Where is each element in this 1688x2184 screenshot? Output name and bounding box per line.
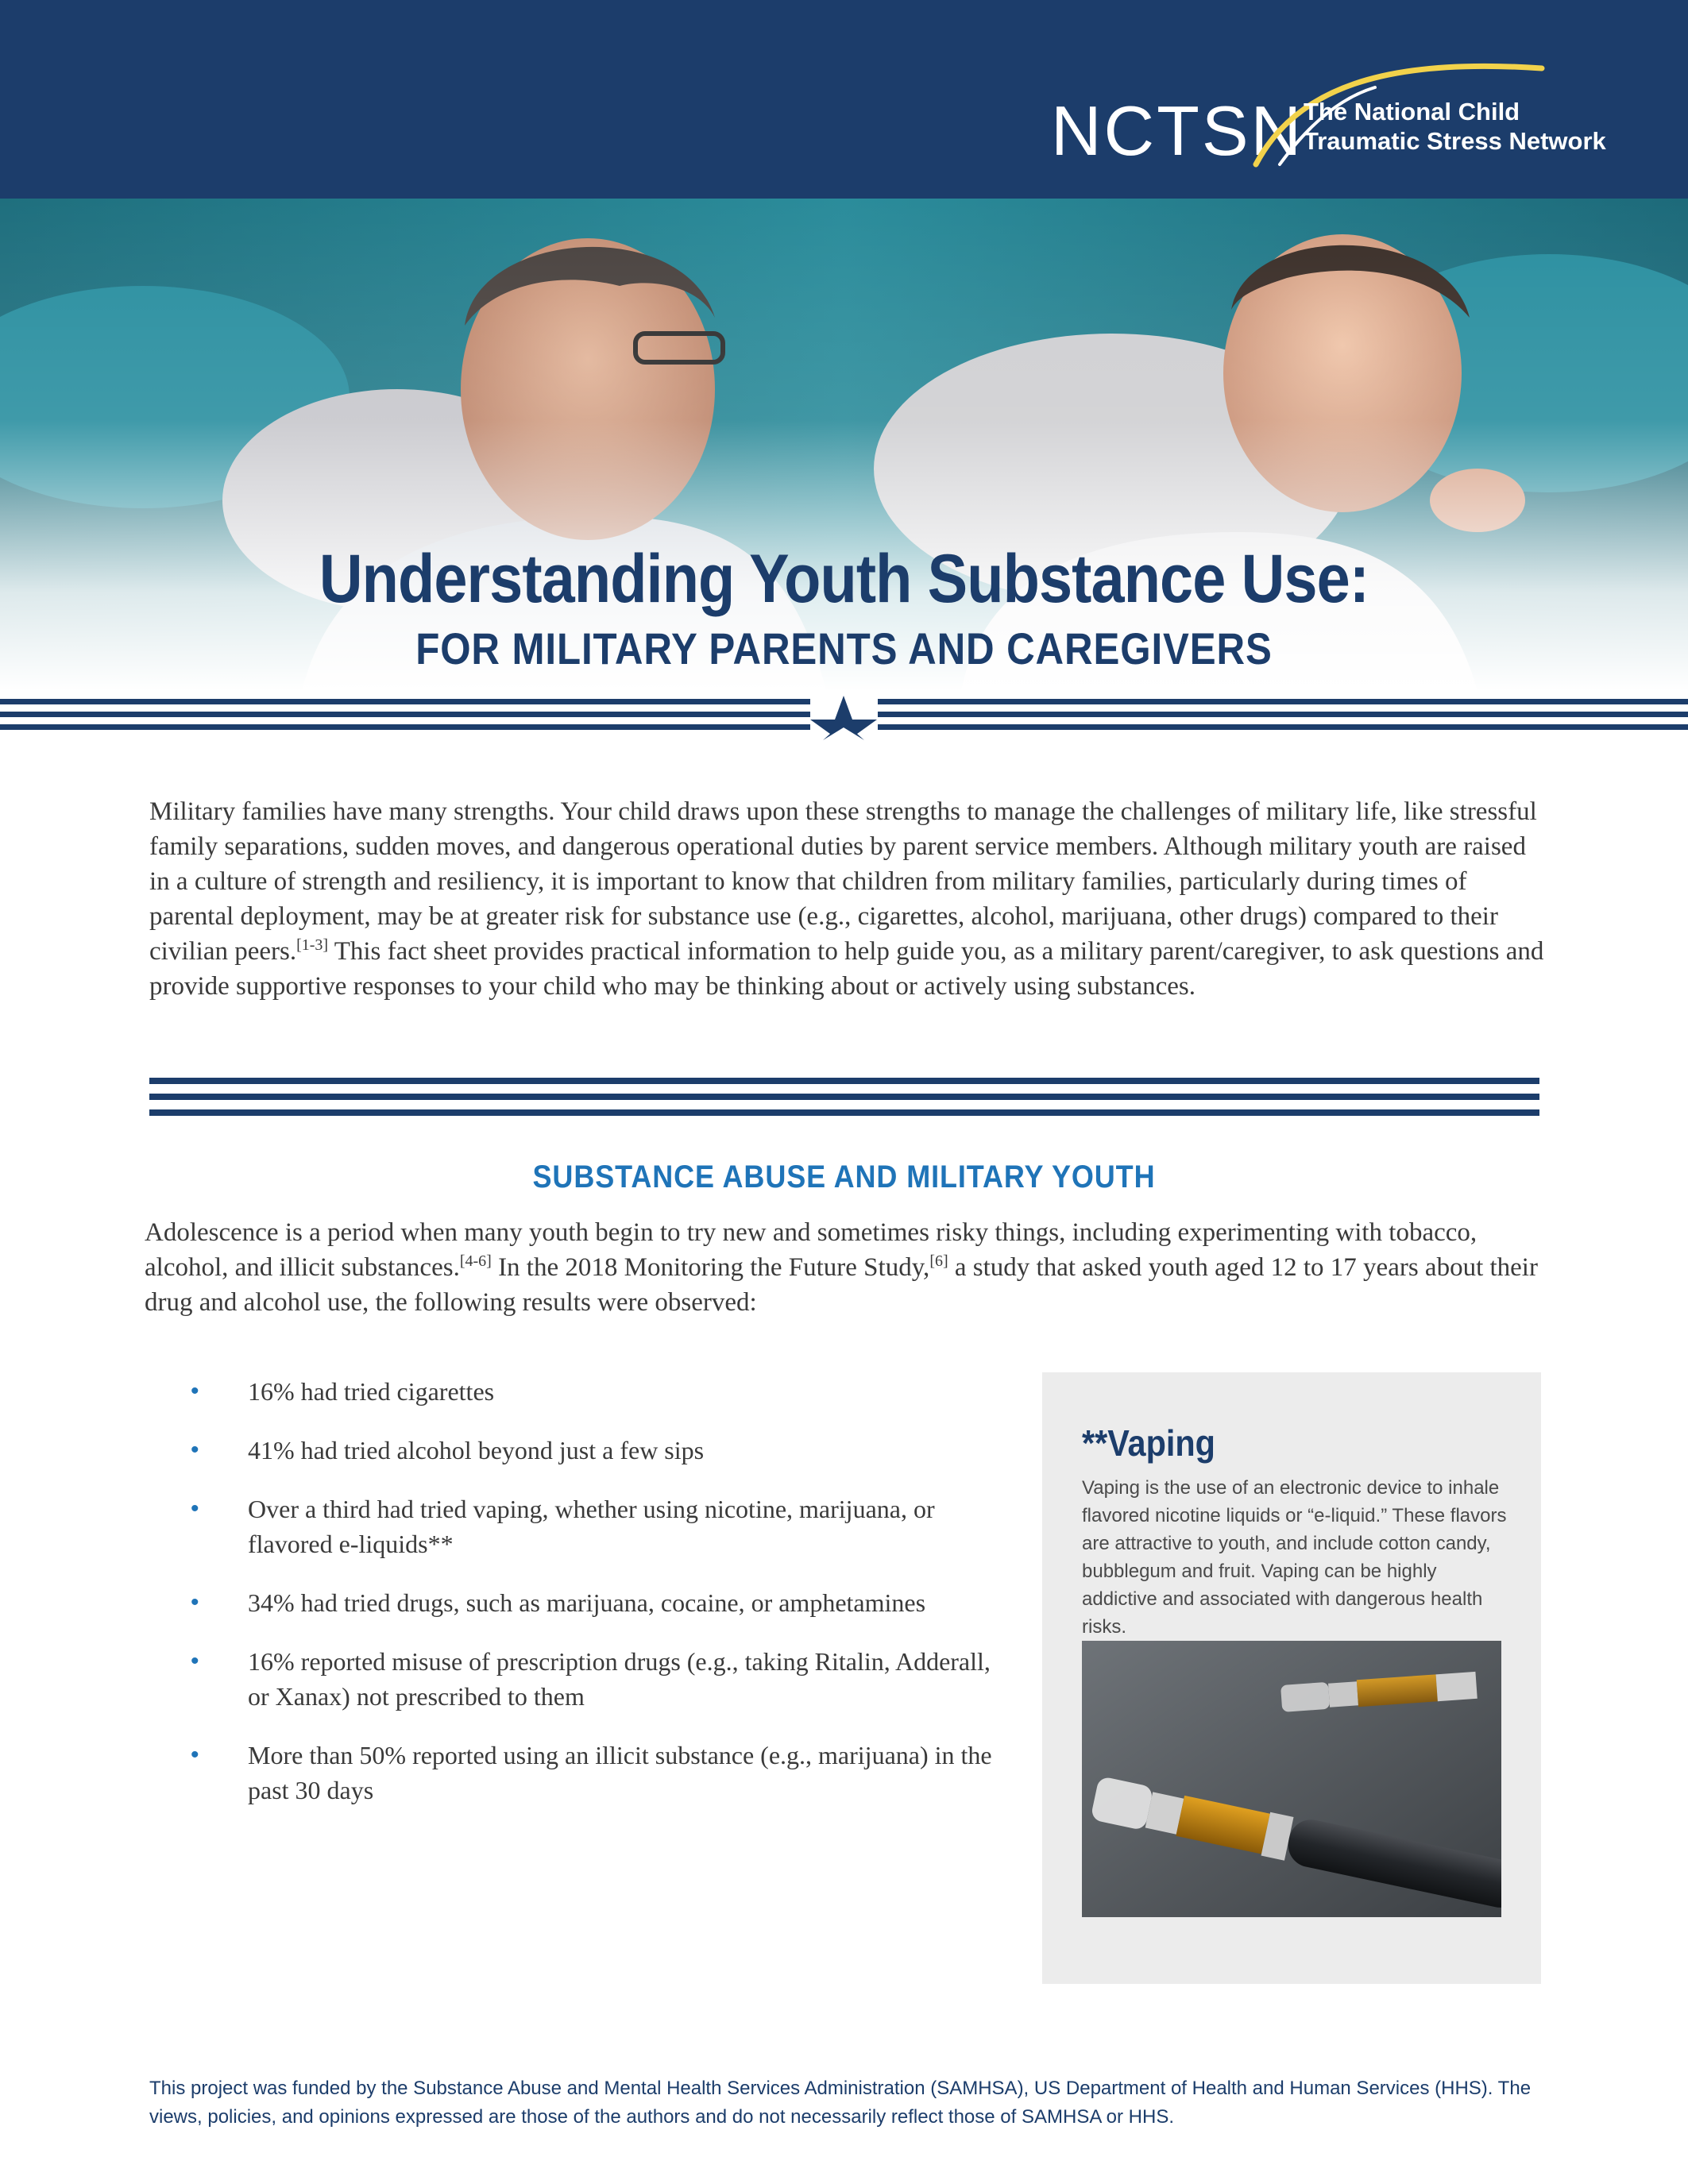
bullet-icon: •: [191, 1495, 199, 1522]
bullet-icon: •: [191, 1378, 199, 1404]
star-icon: [810, 696, 877, 740]
funding-disclaimer: This project was funded by the Substance Abuse and Mental Health Services Administration (SAMHSA), US Department of Health and Human Services (HHS). The views, policies, and opinions expressed are those of the authors and do not necessarily reflect those of SAMHSA or HHS.: [149, 2078, 1532, 2128]
header-bar: [0, 0, 1688, 199]
citation: [1-3]: [296, 936, 329, 954]
bullet-icon: •: [191, 1648, 199, 1674]
list-item: • More than 50% reported using an illicit substance (e.g., marijuana) in the past 30 days: [191, 1738, 1009, 1808]
vape-pen-photo: [1082, 1641, 1501, 1917]
intro-paragraph: Military families have many strengths. Your child draws upon these strengths to manage the challenges of military life, like stressful family separations, sudden moves, and dangerous operational duties by parent service members. Although military youth are raised in a culture of strength and resiliency, it is important to know that children from military families, particularly during times of parental deployment, may be at greater risk for substance use (e.g., cigarettes, alcohol, marijuana, other drugs) compared to their civilian peers.[1-3] This fact sheet provides practical information to help guide you, as a military parent/caregiver, to ask questions and provide supportive responses to your child who may be thinking about or actively using substances.: [149, 797, 1544, 1001]
list-item: • 34% had tried drugs, such as marijuana, cocaine, or amphetamines: [191, 1585, 1009, 1620]
page-title: Understanding Youth Substance Use:: [319, 541, 1369, 617]
page-subtitle: FOR MILITARY PARENTS AND CAREGIVERS: [415, 623, 1273, 673]
list-item: • 41% had tried alcohol beyond just a few sips: [191, 1433, 1009, 1468]
list-item: • 16% reported misuse of prescription drugs (e.g., taking Ritalin, Adderall, or Xanax) not prescribed to them: [191, 1644, 1009, 1714]
bullet-icon: •: [191, 1589, 199, 1615]
list-item: • Over a third had tried vaping, whether using nicotine, marijuana, or flavored e-liquids**: [191, 1491, 1009, 1561]
section-heading: SUBSTANCE ABUSE AND MILITARY YOUTH: [532, 1160, 1156, 1194]
vaping-callout: [1042, 1372, 1541, 1984]
citation: [4-6]: [459, 1252, 492, 1270]
section-paragraph: Adolescence is a period when many youth begin to try new and sometimes risky things, including experimenting with tobacco, alcohol, and illicit substances.[4-6] In the 2018 Monitoring the Future Study,[6] a study that asked youth aged 12 to 17 years about their drug and alcohol use, the following results were observed:: [145, 1218, 1538, 1317]
logo-wordmark: NCTSN: [1051, 91, 1304, 170]
nctsn-logo: [1051, 57, 1623, 168]
list-item: • 16% had tried cigarettes: [191, 1374, 1009, 1409]
stripe-divider-star: [0, 693, 1688, 740]
logo-org-name: The National Child Traumatic Stress Network: [1304, 98, 1606, 155]
callout-title: **Vaping: [1082, 1422, 1215, 1464]
results-list: [191, 1374, 1009, 1831]
bullet-icon: •: [191, 1437, 199, 1463]
citation: [6]: [929, 1252, 948, 1270]
bullet-icon: •: [191, 1742, 199, 1768]
stripe-divider: [149, 1076, 1539, 1119]
callout-text: Vaping is the use of an electronic device to inhale flavored nicotine liquids or “e-liquid.” These flavors are attractive to youth, and include cotton candy, bubblegum and fruit. Vaping can be highly addictive and associated with dangerous health risks.: [1082, 1477, 1507, 1638]
